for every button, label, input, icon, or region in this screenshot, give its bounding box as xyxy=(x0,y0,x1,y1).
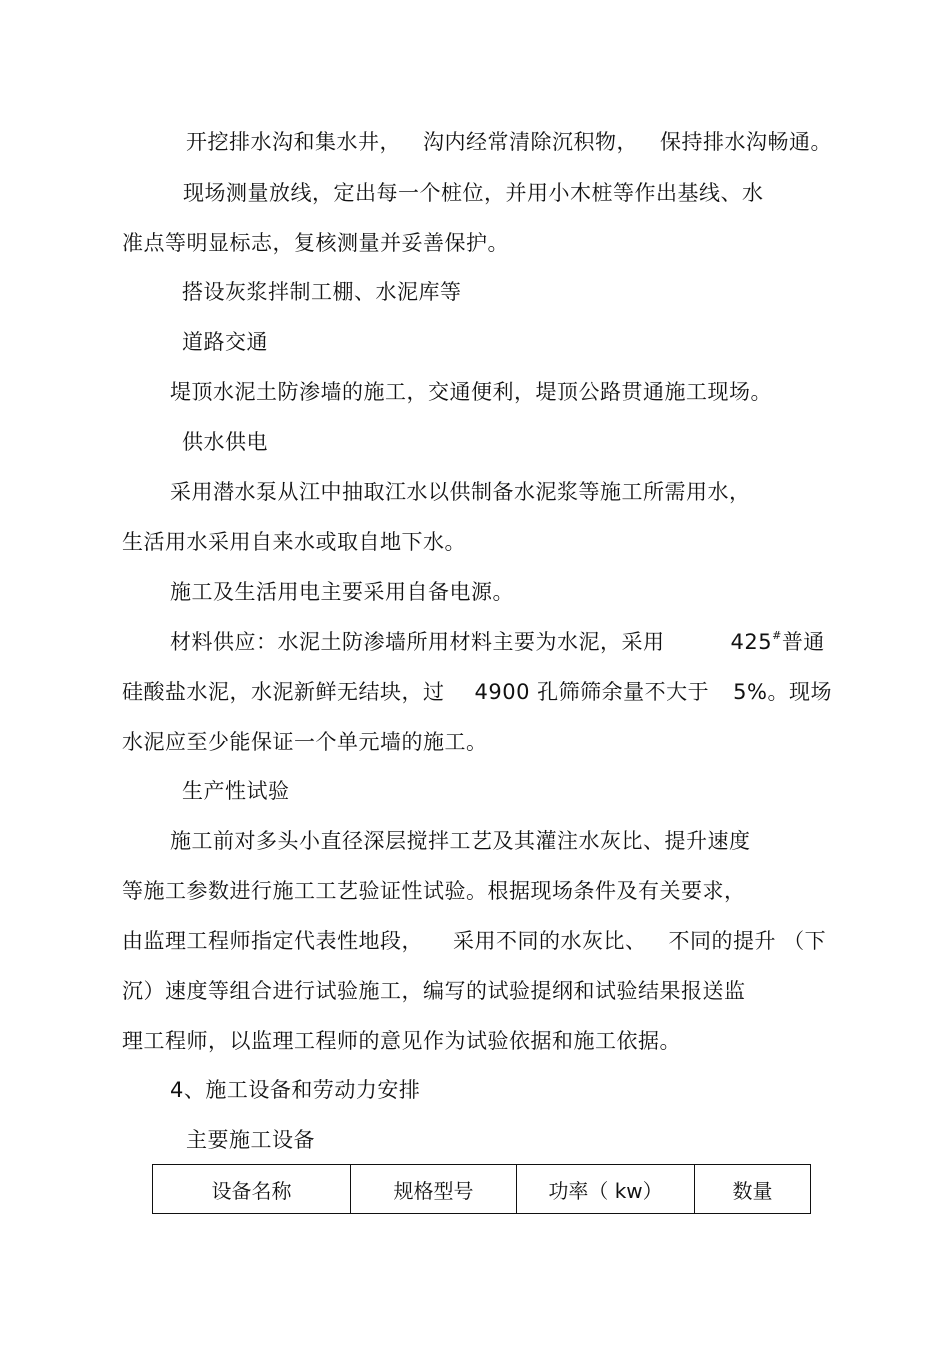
text-segment: 硅酸盐水泥，水泥新鲜无结块，过 xyxy=(122,680,445,704)
text-segment: 保持排水沟畅通。 xyxy=(660,130,832,154)
paragraph-road: 堤顶水泥土防渗墙的施工，交通便利，堤顶公路贯通施工现场。 xyxy=(170,380,772,404)
paragraph-drainage xyxy=(186,127,832,157)
heading-road: 道路交通 xyxy=(182,330,268,354)
text-segment: 普通 xyxy=(781,630,825,654)
paragraph-survey-line2: 准点等明显标志，复核测量并妥善保护。 xyxy=(122,231,509,255)
cement-grade: 425 xyxy=(730,630,773,654)
paragraph-trial-line4: 沉）速度等组合进行试验施工，编写的试验提纲和试验结果报送监 xyxy=(122,979,746,1003)
col-power: 功率（ kw） xyxy=(517,1165,695,1214)
paragraph-material-line3: 水泥应至少能保证一个单元墙的施工。 xyxy=(122,730,488,754)
equipment-table xyxy=(152,1164,811,1214)
paragraph-water-line1: 采用潜水泵从江中抽取江水以供制备水泥浆等施工所需用水， xyxy=(170,480,751,504)
col-spec-model: 规格型号 xyxy=(351,1165,517,1214)
paragraph-power: 施工及生活用电主要采用自备电源。 xyxy=(170,580,514,604)
text-segment: 开挖排水沟和集水井， xyxy=(186,130,401,154)
text-segment: 4900 孔筛筛余量不大于 xyxy=(474,680,710,704)
text-segment: 5%。现场 xyxy=(733,680,832,704)
heading-equipment: 主要施工设备 xyxy=(186,1128,315,1152)
paragraph-material-line2 xyxy=(122,677,832,707)
col-equipment-name: 设备名称 xyxy=(153,1165,351,1214)
paragraph-trial-line2: 等施工参数进行施工工艺验证性试验。根据现场条件及有关要求， xyxy=(122,879,746,903)
table-header-row xyxy=(153,1165,811,1214)
section-heading-4: 4、施工设备和劳动力安排 xyxy=(170,1078,421,1102)
grade-mark: # xyxy=(772,629,782,642)
heading-trial: 生产性试验 xyxy=(182,779,290,803)
paragraph-shed: 搭设灰浆拌制工棚、水泥库等 xyxy=(182,280,462,304)
text-segment: 由监理工程师指定代表性地段， xyxy=(122,929,423,953)
text-segment: 不同的提升 （下 xyxy=(668,929,827,953)
text-segment: 沟内经常清除沉积物， xyxy=(423,130,638,154)
paragraph-trial-line5: 理工程师，以监理工程师的意见作为试验依据和施工依据。 xyxy=(122,1029,681,1053)
col-quantity: 数量 xyxy=(695,1165,811,1214)
paragraph-trial-line3 xyxy=(122,926,826,956)
paragraph-survey-line1: 现场测量放线，定出每一个桩位，并用小木桩等作出基线、水 xyxy=(183,181,764,205)
text-segment: 采用不同的水灰比、 xyxy=(453,929,647,953)
paragraph-water-line2: 生活用水采用自来水或取自地下水。 xyxy=(122,530,466,554)
paragraph-material-line1 xyxy=(170,627,825,657)
text-segment: 材料供应：水泥土防渗墙所用材料主要为水泥，采用 xyxy=(170,630,665,654)
heading-water-power: 供水供电 xyxy=(182,430,268,454)
paragraph-trial-line1: 施工前对多头小直径深层搅拌工艺及其灌注水灰比、提升速度 xyxy=(170,829,751,853)
